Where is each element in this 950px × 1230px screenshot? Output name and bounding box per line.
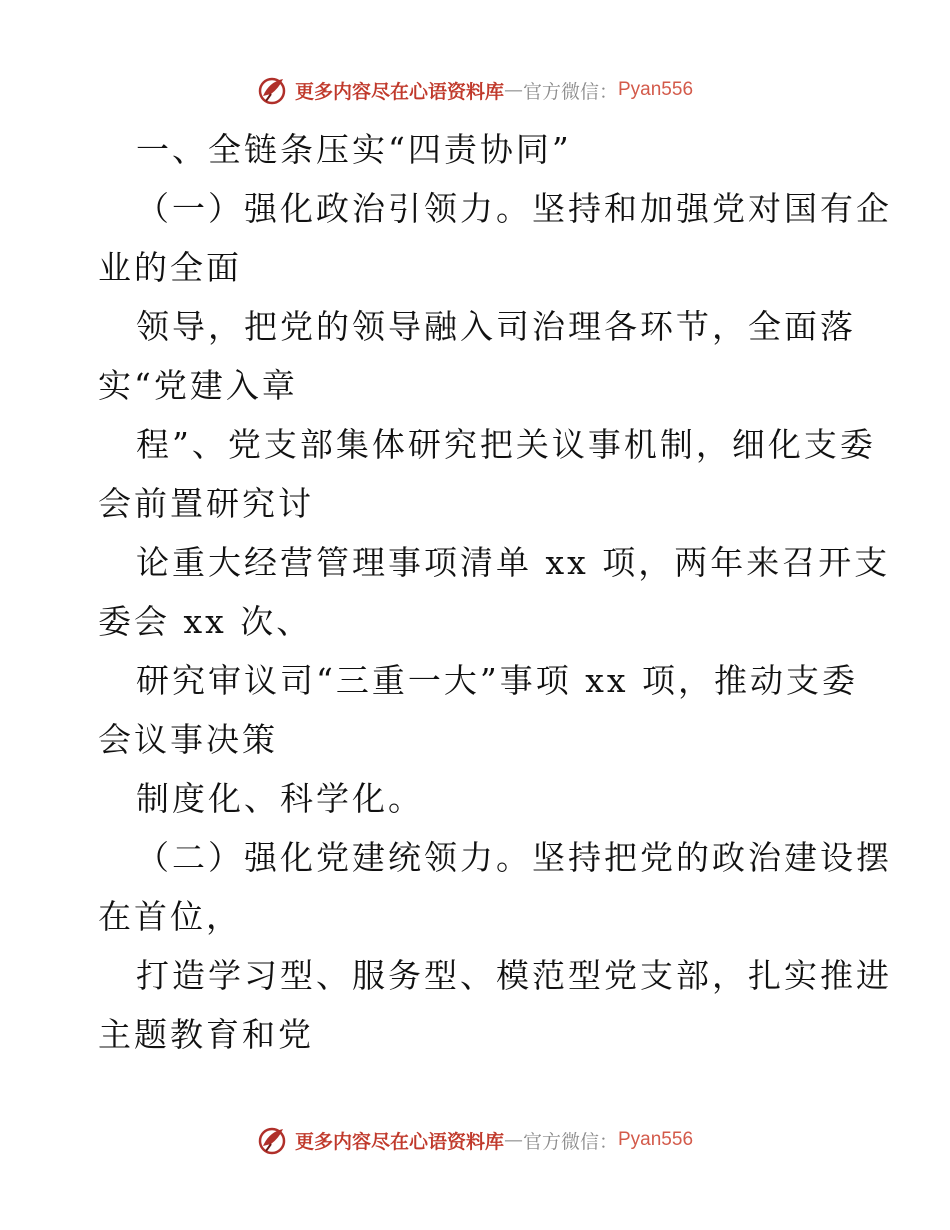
paragraph-line: （二）强化党建统领力。坚持把党的政治建设摆	[136, 838, 892, 877]
paragraph-line: 研究审议司“三重一大”事项 xx 项，推动支委	[136, 661, 858, 700]
logo-icon	[257, 1124, 289, 1156]
logo-icon	[257, 74, 289, 106]
footer-watermark	[0, 1120, 950, 1160]
paragraph-line: 业的全面	[98, 248, 242, 287]
paragraph-line: 程”、党支部集体研究把关议事机制，细化支委	[136, 425, 876, 464]
paragraph-line: 委会 xx 次、	[98, 602, 313, 641]
header-watermark	[0, 70, 950, 110]
watermark-label: 官方微信：	[522, 1130, 618, 1153]
watermark-brand: 更多内容尽在心语资料库	[294, 1130, 504, 1153]
watermark-label: 官方微信：	[522, 80, 618, 103]
paragraph-line: 领导，把党的领导融入司治理各环节，全面落	[136, 307, 856, 346]
watermark-brand: 更多内容尽在心语资料库	[294, 80, 504, 103]
paragraph-line: 在首位，	[98, 897, 242, 936]
paragraph-line: 会议事决策	[98, 720, 278, 759]
watermark-wechat-id: Pyan556	[618, 79, 694, 100]
watermark-dash: —	[503, 1129, 523, 1151]
document-body	[98, 120, 892, 1064]
paragraph-line: 会前置研究讨	[98, 484, 314, 523]
paragraph-line: 制度化、科学化。	[136, 779, 424, 818]
paragraph-line: 实“党建入章	[98, 366, 298, 405]
watermark-dash: —	[503, 79, 523, 101]
watermark-wechat-id: Pyan556	[618, 1129, 694, 1150]
paragraph-line: 论重大经营管理事项清单 xx 项，两年来召开支	[136, 543, 891, 582]
paragraph-line: 主题教育和党	[98, 1015, 314, 1054]
paragraph-line: 打造学习型、服务型、模范型党支部，扎实推进	[136, 956, 892, 995]
paragraph-line: （一）强化政治引领力。坚持和加强党对国有企	[136, 189, 892, 228]
section-heading: 一、全链条压实“四责协同”	[136, 130, 572, 169]
